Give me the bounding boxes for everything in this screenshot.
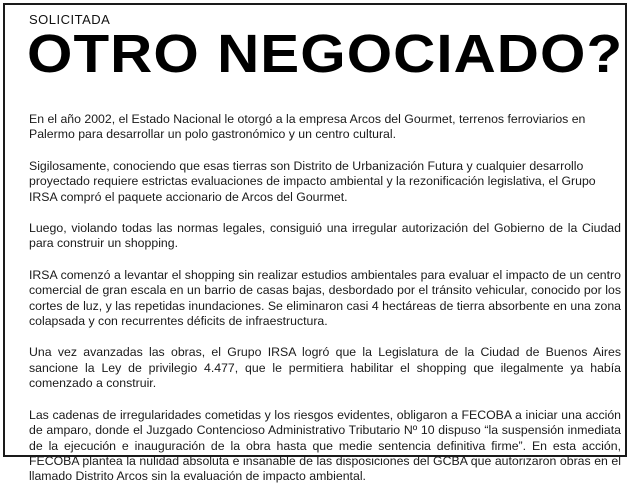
paragraph-3: Luego, violando todas las normas legales, consiguió una irregular autorización del Gobierno de la Ciudad para construir un shopping. (29, 221, 621, 251)
paragraph-1: En el año 2002, el Estado Nacional le otorgó a la empresa Arcos del Gourmet, terrenos ferroviarios en Palermo para desarrollar un polo gastronómico y un centro cultural. (29, 112, 586, 142)
paragraph-2: Sigilosamente, conociendo que esas tierras son Distrito de Urbanización Futura y cualquier desarrollo proyectado requiere estrictas evaluaciones de impacto ambiental y la rezonificación legislativa, el Grupo IRSA compró el paquete accionario de Arcos del Gourmet. (29, 158, 596, 204)
paragraph-5: Una vez avanzadas las obras, el Grupo IRSA logró que la Legislatura de la Ciudad de Buenos Aires sancione la Ley de privilegio 4.477, que le permitiera habilitar el shopping que ilegalmente ya había comenzado a construir. (29, 345, 621, 391)
paragraph-6: Las cadenas de irregularidades cometidas y los riesgos evidentes, obligaron a FECOBA a iniciar una acción de amparo, donde el Juzgado Contencioso Administrativo Tributario Nº 10 dispuso “la suspensión inmediata de la ejecución e inauguración de la obra hasta que medie sentencia definitiva firme”. En esta acción, FECOBA plantea la nulidad absoluta e insanable de las disposiciones del GCBA que autorizaron obras en el llamado Distrito Arcos sin la evaluación de impacto ambiental. (29, 407, 621, 484)
article-body (29, 112, 621, 501)
headline: OTRO NEGOCIADO? (27, 24, 624, 84)
newspaper-clipping (3, 3, 627, 484)
section-kicker: SOLICITADA (29, 12, 111, 27)
paragraph-4: IRSA comenzó a levantar el shopping sin realizar estudios ambientales para evaluar el impacto de un centro comercial de gran escala en un barrio de casas bajas, desbordado por el tránsito vehicular, conocido por los cortes de luz, y las repetidas inundaciones. Se eliminaron casi 4 hectáreas de tierra absorbente en una zona colapsada y con recurrentes déficits de infraestructura. (29, 267, 621, 329)
